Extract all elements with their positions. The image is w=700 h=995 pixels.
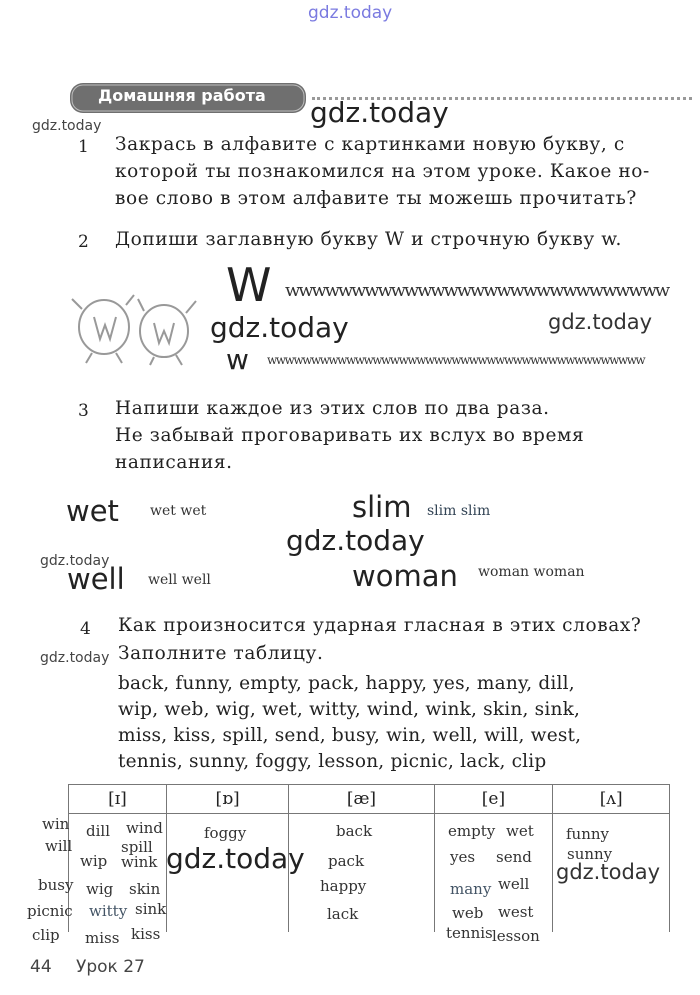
answer-words: woman woman bbox=[478, 564, 585, 580]
cell-word: back bbox=[336, 822, 373, 840]
cell-word: spill bbox=[121, 838, 153, 856]
watermark: gdz.today bbox=[548, 310, 653, 334]
column-header: [ɒ] bbox=[166, 785, 288, 814]
cell-word: west bbox=[498, 903, 534, 921]
answer-words: wet wet bbox=[150, 503, 207, 519]
watermark: gdz.today bbox=[286, 524, 425, 557]
model-word: slim bbox=[352, 490, 412, 524]
cell-word: wip bbox=[80, 852, 108, 870]
capital-w-writing-line: wwwwwwwwwwwwwwwwwwwwwwwwwwwww bbox=[285, 280, 669, 301]
watermark: gdz.today bbox=[40, 650, 110, 666]
cell-word: send bbox=[496, 848, 532, 866]
margin-word: win bbox=[42, 815, 70, 833]
cell-word: funny bbox=[566, 825, 610, 843]
w-letters-illustration bbox=[64, 287, 204, 367]
column-header: [ɪ] bbox=[69, 785, 167, 814]
cell-word: wink bbox=[121, 853, 158, 871]
margin-word: picnic bbox=[27, 902, 73, 920]
lesson-label: Урок 27 bbox=[76, 957, 145, 977]
cell-word: happy bbox=[320, 877, 367, 895]
task-number: 3 bbox=[78, 401, 89, 421]
task4-words-line: miss, kiss, spill, send, busy, win, well, will, west, bbox=[118, 725, 582, 746]
column-header: [ʌ] bbox=[553, 785, 670, 814]
capital-w-model: W bbox=[226, 258, 272, 312]
cell-word: empty bbox=[448, 822, 496, 840]
cell-word: sink bbox=[135, 900, 167, 918]
cell-word: wind bbox=[126, 819, 163, 837]
watermark: gdz.today bbox=[40, 553, 110, 569]
task3-line: Напиши каждое из этих слов по два раза. bbox=[115, 398, 550, 419]
cell-word: miss bbox=[85, 929, 120, 947]
column-header: [æ] bbox=[289, 785, 434, 814]
page-number: 44 bbox=[30, 957, 52, 977]
cell-word: skin bbox=[129, 880, 161, 898]
cell-word: web bbox=[452, 904, 484, 922]
cell-word: wet bbox=[506, 822, 534, 840]
cell-word: many bbox=[450, 880, 492, 898]
cell-word: pack bbox=[328, 852, 365, 870]
task4-words-line: wip, web, wig, wet, witty, wind, wink, skin, sink, bbox=[118, 699, 581, 720]
cell-word: lesson bbox=[492, 927, 540, 945]
task1-line: Закрась в алфавите с картинками новую букву, с bbox=[115, 134, 625, 155]
task4-words-line: tennis, sunny, foggy, lesson, picnic, lack, clip bbox=[118, 751, 547, 772]
watermark: gdz.today bbox=[556, 860, 661, 884]
model-word: wet bbox=[66, 494, 119, 528]
task3-line: написания. bbox=[115, 452, 233, 473]
watermark-top: gdz.today bbox=[308, 3, 393, 23]
margin-word: will bbox=[45, 837, 73, 855]
task2-text: Допиши заглавную букву W и строчную букву w. bbox=[115, 229, 623, 250]
task1-line: вое слово в этом алфавите ты можешь прочитать? bbox=[115, 188, 637, 209]
cell-word: foggy bbox=[204, 824, 247, 842]
column-header: [e] bbox=[434, 785, 553, 814]
task-number: 2 bbox=[78, 232, 89, 252]
task4-line: Заполните таблицу. bbox=[118, 643, 324, 664]
task3-line: Не забывай проговаривать их вслух во время bbox=[115, 425, 585, 446]
homework-title: Домашняя работа bbox=[98, 86, 266, 105]
margin-word: busy bbox=[38, 876, 74, 894]
cell-word: lack bbox=[327, 905, 359, 923]
watermark: gdz.today bbox=[32, 118, 102, 134]
cell-word: sunny bbox=[567, 845, 613, 863]
dotted-divider bbox=[312, 97, 692, 100]
cell-word: dill bbox=[86, 822, 110, 840]
answer-words: well well bbox=[148, 572, 211, 588]
cell-word: wig bbox=[86, 880, 114, 898]
task4-line: Как произносится ударная гласная в этих словах? bbox=[118, 615, 642, 636]
watermark: gdz.today bbox=[166, 842, 305, 875]
lowercase-w-model: w bbox=[226, 343, 249, 376]
cell-word: witty bbox=[89, 902, 128, 920]
cell-word: kiss bbox=[131, 925, 161, 943]
margin-word: clip bbox=[32, 926, 60, 944]
task-number: 4 bbox=[80, 619, 91, 639]
cell-word: yes bbox=[450, 848, 476, 866]
task1-line: которой ты познакомился на этом уроке. Какое но- bbox=[115, 161, 650, 182]
answer-words: slim slim bbox=[427, 503, 491, 519]
watermark: gdz.today bbox=[210, 311, 349, 344]
model-word: well bbox=[67, 562, 125, 596]
cell-word: well bbox=[498, 875, 530, 893]
task4-words-line: back, funny, empty, pack, happy, yes, many, dill, bbox=[118, 673, 575, 694]
lowercase-w-writing-line: wwwwwwwwwwwwwwwwwwwwwwwwwwwwwwwwwwwwwwwwwww bbox=[267, 353, 645, 367]
model-word: woman bbox=[352, 559, 458, 593]
task-number: 1 bbox=[78, 137, 89, 157]
table-header-row bbox=[69, 785, 670, 814]
watermark: gdz.today bbox=[310, 96, 449, 129]
cell-word: tennis bbox=[446, 924, 493, 942]
